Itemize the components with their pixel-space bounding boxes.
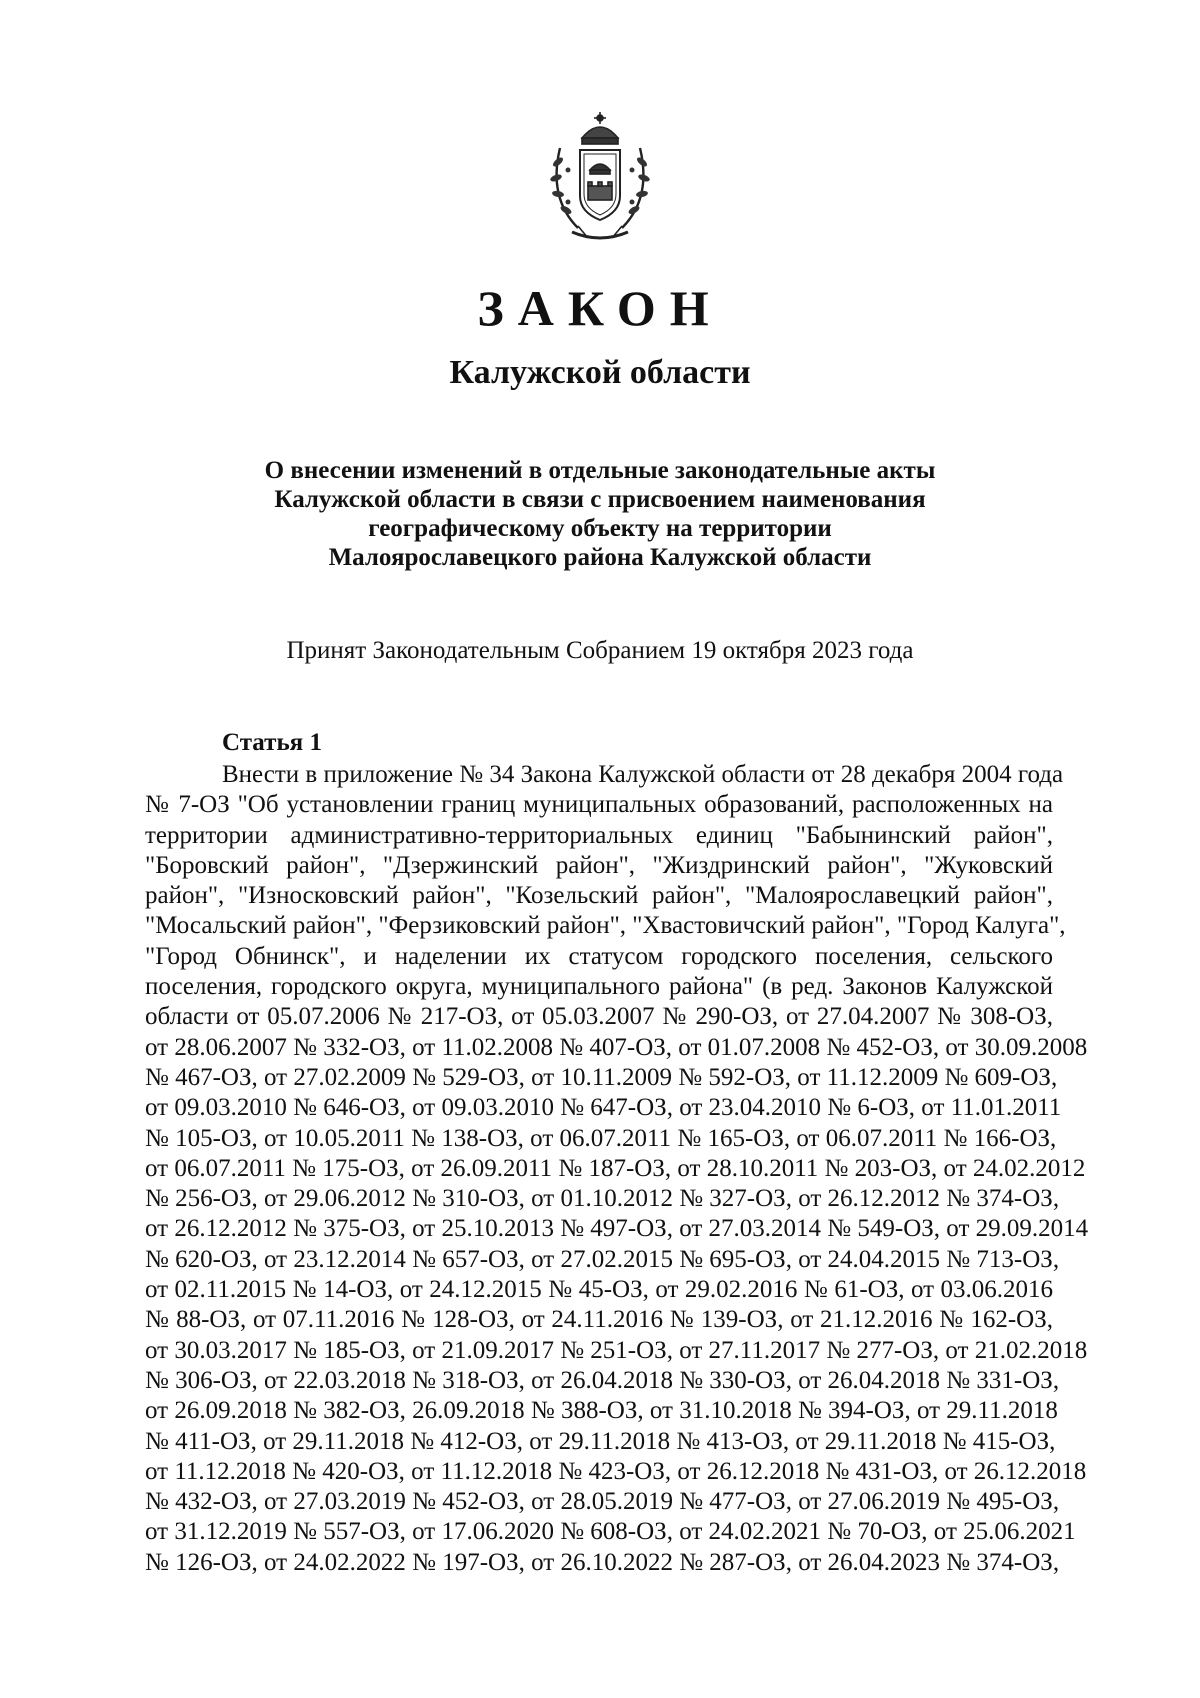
body-line: № 411-ОЗ, от 29.11.2018 № 412-ОЗ, от 29.11.2018 № 413-ОЗ, от 29.11.2018 № 415-ОЗ,	[145, 1427, 1056, 1455]
body-line: Внести в приложение № 34 Закона Калужской области от 28 декабря 2004 года	[222, 761, 1064, 788]
body-line: № 105-ОЗ, от 10.05.2011 № 138-ОЗ, от 06.07.2011 № 165-ОЗ, от 06.07.2011 № 166-ОЗ,	[145, 1124, 1057, 1152]
body-line: от 09.03.2010 № 646-ОЗ, от 09.03.2010 № 647-ОЗ, от 23.04.2010 № 6-ОЗ, от 11.01.2011	[145, 1094, 1062, 1122]
body-line: поселения, городского округа, муниципального района" (в ред. Законов Калужской	[145, 973, 1053, 1001]
body-line: области от 05.07.2006 № 217-ОЗ, от 05.03.2007 № 290-ОЗ, от 27.04.2007 № 308-ОЗ,	[145, 1003, 1053, 1031]
body-line: № 88-ОЗ, от 07.11.2016 № 128-ОЗ, от 24.11.2016 № 139-ОЗ, от 21.12.2016 № 162-ОЗ,	[145, 1306, 1053, 1334]
law-heading	[200, 456, 1000, 572]
body-line: от 31.12.2019 № 557-ОЗ, от 17.06.2020 № 608-ОЗ, от 24.02.2021 № 70-ОЗ, от 25.06.2021	[145, 1518, 1076, 1546]
body-line: от 06.07.2011 № 175-ОЗ, от 26.09.2011 № 187-ОЗ, от 28.10.2011 № 203-ОЗ, от 24.02.2012	[145, 1154, 1086, 1182]
heading-line: Малоярославецкого района Калужской области	[328, 544, 872, 571]
heading-line: Калужской области в связи с присвоением наименования	[274, 486, 926, 513]
law-title: ЗАКОН	[477, 280, 723, 336]
body-line: от 26.12.2012 № 375-ОЗ, от 25.10.2013 № 497-ОЗ, от 27.03.2014 № 549-ОЗ, от 29.09.2014	[145, 1215, 1089, 1243]
article-title: Статья 1	[222, 729, 322, 756]
body-line: от 28.06.2007 № 332-ОЗ, от 11.02.2008 № 407-ОЗ, от 01.07.2008 № 452-ОЗ, от 30.09.2008	[145, 1033, 1088, 1061]
body-line: от 02.11.2015 № 14-ОЗ, от 24.12.2015 № 45-ОЗ, от 29.02.2016 № 61-ОЗ, от 03.06.2016	[145, 1276, 1053, 1304]
body-line: территории административно-территориальных единиц "Бабынинский район",	[145, 821, 1053, 849]
adoption-date: Принят Законодательным Собранием 19 октября 2023 года	[286, 637, 914, 664]
body-line: от 11.12.2018 № 420-ОЗ, от 11.12.2018 № 423-ОЗ, от 26.12.2018 № 431-ОЗ, от 26.12.2018	[145, 1457, 1087, 1485]
body-line: район", "Износковский район", "Козельский район", "Малоярославецкий район",	[145, 882, 1053, 910]
body-line: № 256-ОЗ, от 29.06.2012 № 310-ОЗ, от 01.10.2012 № 327-ОЗ, от 26.12.2012 № 374-ОЗ,	[145, 1185, 1060, 1213]
heading-line: географическому объекту на территории	[368, 515, 832, 542]
article-body	[145, 760, 1089, 1578]
heading-line: О внесении изменений в отдельные законодательные акты	[264, 457, 936, 484]
body-line: "Мосальский район", "Ферзиковский район", "Хвастовичский район", "Город Калуга",	[145, 912, 1066, 940]
body-line: от 30.03.2017 № 185-ОЗ, от 21.09.2017 № 251-ОЗ, от 27.11.2017 № 277-ОЗ, от 21.02.2018	[145, 1336, 1088, 1364]
body-line: № 126-ОЗ, от 24.02.2022 № 197-ОЗ, от 26.10.2022 № 287-ОЗ, от 26.04.2023 № 374-ОЗ,	[145, 1548, 1060, 1576]
region-name: Калужской области	[449, 354, 751, 391]
body-line: № 620-ОЗ, от 23.12.2014 № 657-ОЗ, от 27.02.2015 № 695-ОЗ, от 24.04.2015 № 713-ОЗ,	[145, 1245, 1060, 1273]
body-line: № 467-ОЗ, от 27.02.2009 № 529-ОЗ, от 10.11.2009 № 592-ОЗ, от 11.12.2009 № 609-ОЗ,	[145, 1063, 1058, 1091]
body-line: № 432-ОЗ, от 27.03.2019 № 452-ОЗ, от 28.05.2019 № 477-ОЗ, от 27.06.2019 № 495-ОЗ,	[145, 1488, 1060, 1516]
coat-of-arms-icon	[538, 108, 662, 248]
body-line: № 7-ОЗ "Об установлении границ муниципальных образований, расположенных на	[145, 791, 1053, 819]
body-line: от 26.09.2018 № 382-ОЗ, 26.09.2018 № 388-ОЗ, от 31.10.2018 № 394-ОЗ, от 29.11.2018	[145, 1397, 1058, 1425]
body-line: "Город Обнинск", и наделении их статусом городского поселения, сельского	[145, 942, 1053, 970]
body-line: "Боровский район", "Дзержинский район", "Жиздринский район", "Жуковский	[145, 851, 1053, 879]
body-line: № 306-ОЗ, от 22.03.2018 № 318-ОЗ, от 26.04.2018 № 330-ОЗ, от 26.04.2018 № 331-ОЗ,	[145, 1366, 1060, 1394]
